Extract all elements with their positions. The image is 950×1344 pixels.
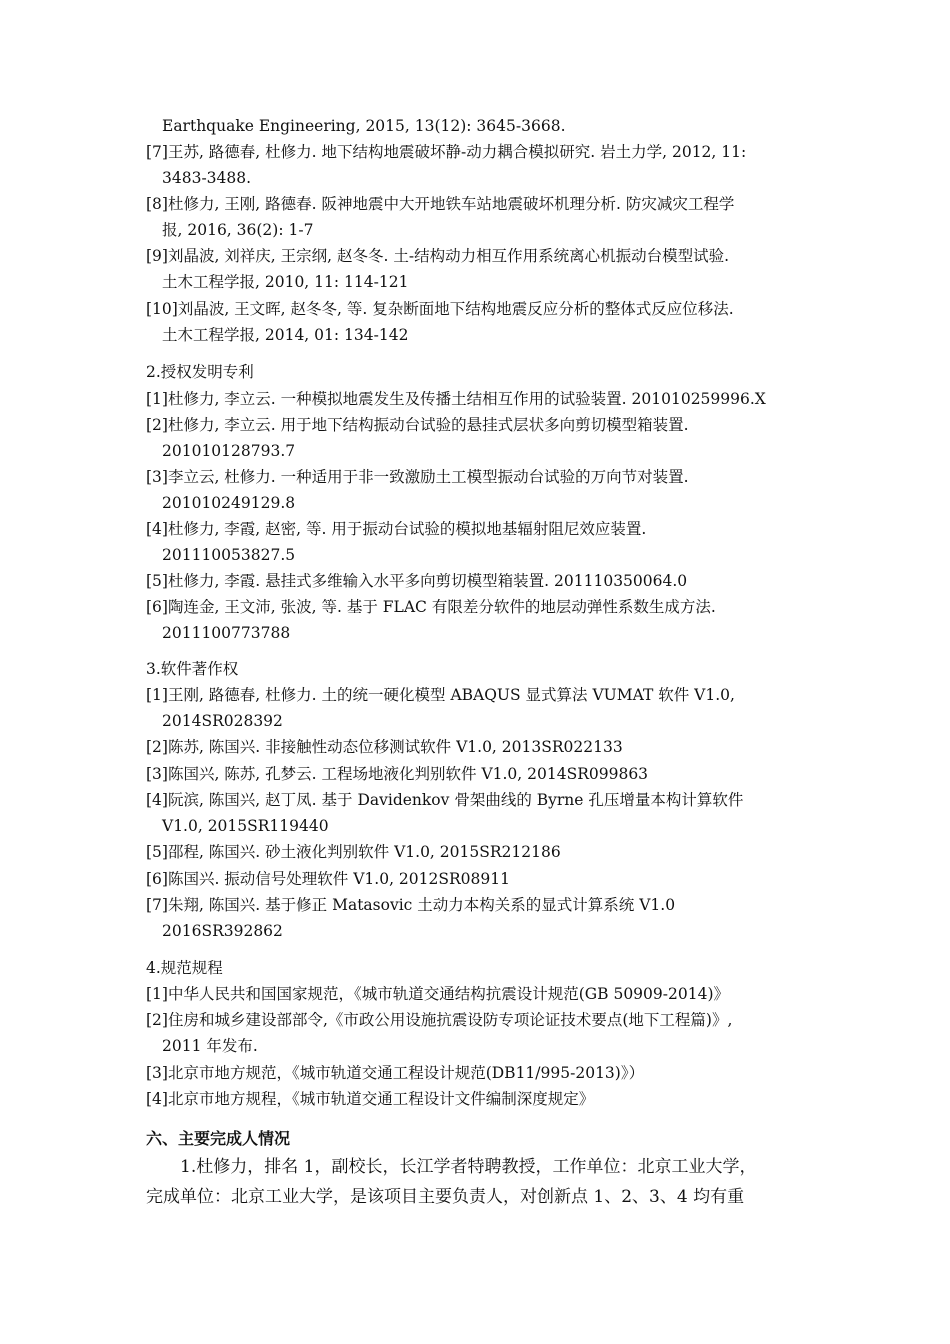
reference-line: [3]北京市地方规范，《城市轨道交通工程设计规范(DB11/995-2013)》） xyxy=(146,1064,645,1082)
standard-item xyxy=(146,1086,816,1112)
reference-line: [10]刘晶波, 王文晖, 赵冬冬, 等. 复杂断面地下结构地震反应分析的整体式反应位移法. xyxy=(146,300,734,318)
standard-item xyxy=(146,1060,816,1086)
paragraph-line: 1.杜修力，排名 1，副校长，长江学者特聘教授，工作单位：北京工业大学， xyxy=(180,1157,757,1177)
reference-line: [3]陈国兴, 陈苏, 孔梦云. 工程场地液化判别软件 V1.0, 2014SR099863 xyxy=(146,765,649,783)
patent-item xyxy=(146,386,816,412)
patent-item xyxy=(146,568,816,594)
reference-line: [1]中华人民共和国国家规范，《城市轨道交通结构抗震设计规范(GB 50909-2014)》 xyxy=(146,985,729,1003)
section-heading-patents: 2.授权发明专利 xyxy=(146,363,254,381)
reference-item xyxy=(146,191,816,243)
reference-line: 201010128793.7 xyxy=(162,442,296,460)
reference-line: [5]杜修力, 李霞. 悬挂式多维输入水平多向剪切模型箱装置. 201110350064.0 xyxy=(146,572,688,590)
standard-item xyxy=(146,1007,816,1059)
reference-item xyxy=(146,296,816,348)
reference-line: 报, 2016, 36(2): 1-7 xyxy=(162,221,314,239)
reference-line: V1.0, 2015SR119440 xyxy=(162,817,329,835)
reference-line: 2016SR392862 xyxy=(162,922,283,940)
reference-line: 土木工程学报, 2010, 11: 114-121 xyxy=(162,273,409,291)
reference-line: 2011 年发布. xyxy=(162,1037,258,1055)
reference-line: Earthquake Engineering, 2015, 13(12): 3645-3668. xyxy=(162,117,566,135)
reference-line: 3483-3488. xyxy=(162,169,252,187)
reference-line: 201010249129.8 xyxy=(162,494,296,512)
reference-line: [2]杜修力, 李立云. 用于地下结构振动台试验的悬挂式层状多向剪切模型箱装置. xyxy=(146,416,689,434)
reference-item xyxy=(146,243,816,295)
contributor-paragraph xyxy=(146,1152,816,1212)
reference-line: [4]北京市地方规程，《城市轨道交通工程设计文件编制深度规定》 xyxy=(146,1090,595,1108)
reference-line: 201110053827.5 xyxy=(162,546,296,564)
section-title-main-contributors: 六、主要完成人情况 xyxy=(146,1129,291,1148)
reference-item xyxy=(146,139,816,191)
reference-line: [4]阮滨, 陈国兴, 赵丁凤. 基于 Davidenkov 骨架曲线的 Byrne 孔压增量本构计算软件 xyxy=(146,791,744,809)
reference-line: [7]朱翔, 陈国兴. 基于修正 Matasovic 土动力本构关系的显式计算系统 V1.0 xyxy=(146,896,676,914)
software-item xyxy=(146,682,816,734)
software-item xyxy=(146,761,816,787)
software-item xyxy=(146,734,816,760)
reference-line: [1]杜修力, 李立云. 一种模拟地震发生及传播土结相互作用的试验装置. 201010259996.X xyxy=(146,390,766,408)
software-item xyxy=(146,866,816,892)
reference-line: 土木工程学报, 2014, 01: 134-142 xyxy=(162,326,409,344)
reference-line: [4]杜修力, 李霞, 赵密, 等. 用于振动台试验的模拟地基辐射阻尼效应装置. xyxy=(146,520,647,538)
reference-line: 2011100773788 xyxy=(162,624,291,642)
reference-line: [7]王苏, 路德春, 杜修力. 地下结构地震破坏静-动力耦合模拟研究. 岩土力学, 2012, 11: xyxy=(146,143,747,161)
section-heading-software: 3.软件著作权 xyxy=(146,660,239,678)
reference-line: [2]陈苏, 陈国兴. 非接触性动态位移测试软件 V1.0, 2013SR022133 xyxy=(146,738,623,756)
paragraph-line: 完成单位：北京工业大学，是该项目主要负责人，对创新点 1、2、3、4 均有重 xyxy=(146,1187,745,1207)
reference-line: [1]王刚, 路德春, 杜修力. 土的统一硬化模型 ABAQUS 显式算法 VUMAT 软件 V1.0, xyxy=(146,686,735,704)
reference-line: [6]陈国兴. 振动信号处理软件 V1.0, 2012SR08911 xyxy=(146,870,510,888)
reference-line: [3]李立云, 杜修力. 一种适用于非一致激励土工模型振动台试验的万向节对装置. xyxy=(146,468,689,486)
reference-line: [9]刘晶波, 刘祥庆, 王宗纲, 赵冬冬. 土-结构动力相互作用系统离心机振动台模型试验. xyxy=(146,247,730,265)
reference-continuation xyxy=(146,113,816,139)
reference-line: [5]邵程, 陈国兴. 砂土液化判别软件 V1.0, 2015SR212186 xyxy=(146,843,561,861)
section-heading-standards: 4.规范规程 xyxy=(146,959,223,977)
software-item xyxy=(146,839,816,865)
software-item xyxy=(146,787,816,839)
patent-item xyxy=(146,412,816,464)
reference-line: [8]杜修力, 王刚, 路德春. 阪神地震中大开地铁车站地震破坏机理分析. 防灾减灾工程学 xyxy=(146,195,735,213)
patent-item xyxy=(146,464,816,516)
patent-item xyxy=(146,594,816,646)
reference-line: [2]住房和城乡建设部部令,《市政公用设施抗震设防专项论证技术要点(地下工程篇)》, xyxy=(146,1011,733,1029)
reference-line: 2014SR028392 xyxy=(162,712,283,730)
reference-line: [6]陶连金, 王文沛, 张波, 等. 基于 FLAC 有限差分软件的地层动弹性系数生成方法. xyxy=(146,598,716,616)
software-item xyxy=(146,892,816,944)
patent-item xyxy=(146,516,816,568)
standard-item xyxy=(146,981,816,1007)
